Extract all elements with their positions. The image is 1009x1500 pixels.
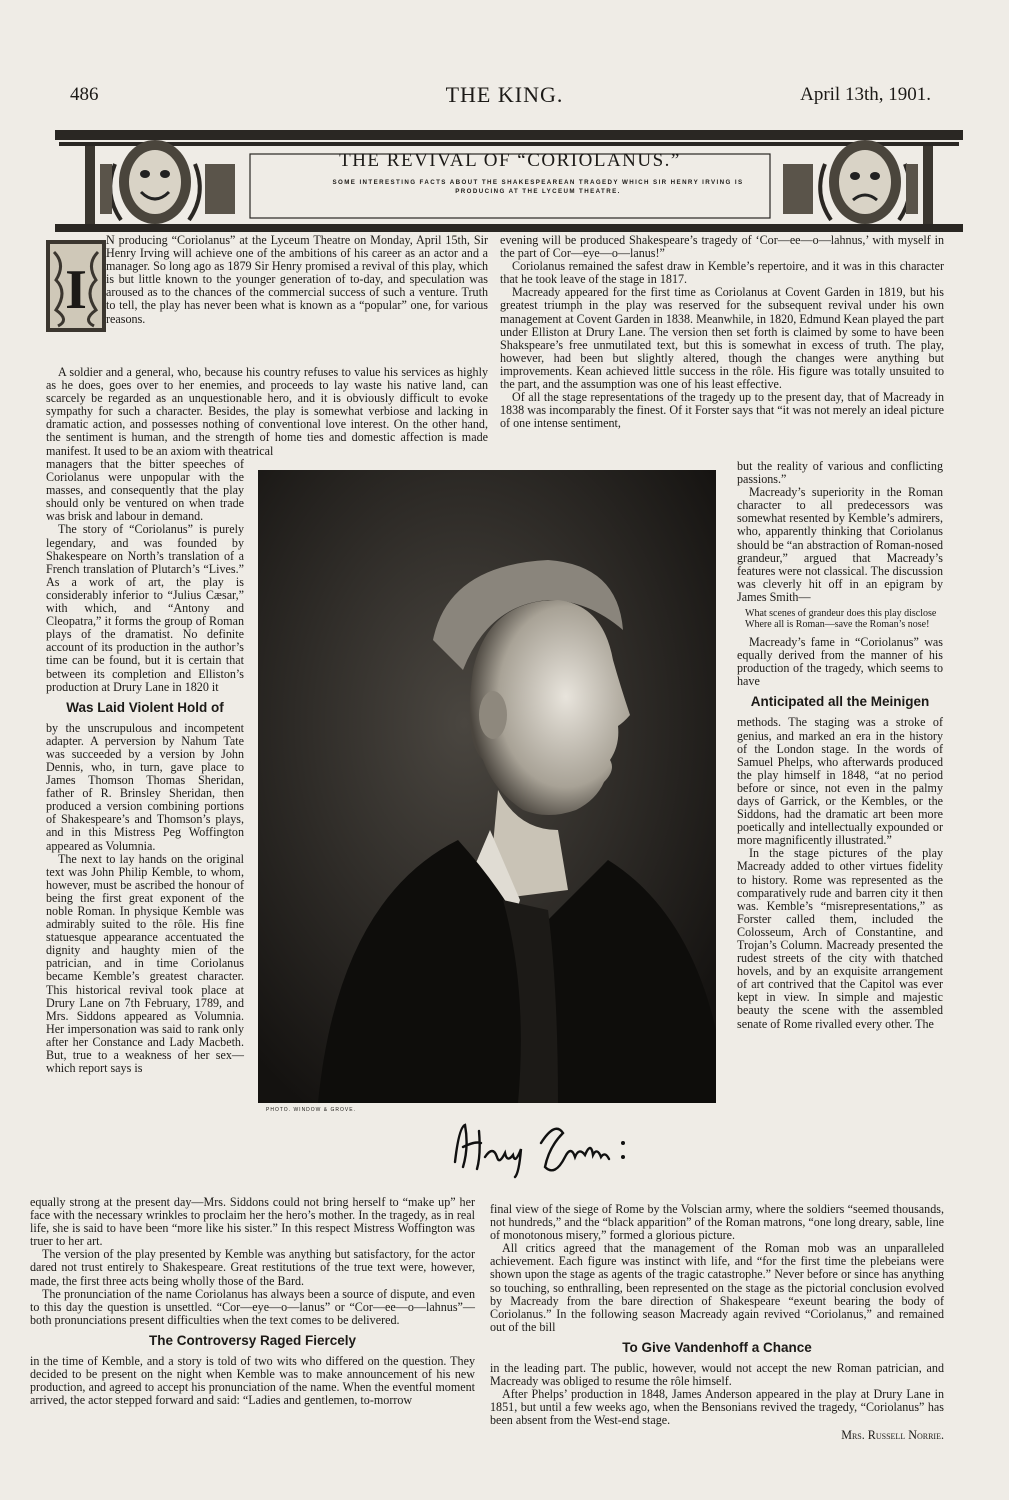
paragraph: methods. The staging was a stroke of genius, and marked an era in the history of the London stage. In the words of Samuel Phelps, who afterwards produced the play himself in 1848, “at no period before or since, not even in the palmy days of Garrick, or the Kembles, or the Siddons, had the dramatic art been more poetically and intellectually expounded or more magnificently illustrated.”: [737, 715, 943, 848]
paragraph: The version of the play presented by Kemble was anything but satisfactory, for the actor dared not trust entirely to Shakespeare. Great restitutions of the true text were, however, made, the first three acts being wholly those of the Bard.: [30, 1247, 475, 1288]
paragraph: by the unscrupulous and incompetent adapter. A perversion by Nahum Tate was succeeded by a version by John Dennis, who, in turn, gave place to James Thomson Thomas Sheridan, father of R. Brinsley Sheridan, then produced a version combining portions of Shakespeare’s and Thomson’s plays, and in this Mistress Peg Woffington appeared as Volumnia.: [46, 720, 244, 853]
col2-narrow: [737, 460, 943, 1031]
tragedy-mask-icon: [820, 140, 910, 224]
col1-top: [46, 366, 488, 458]
dropcap-letter: I: [65, 259, 87, 321]
article-title: THE REVIVAL OF “CORIOLANUS.”: [339, 150, 681, 171]
paragraph: Macready’s fame in “Coriolanus” was equally derived from the manner of his production of the tragedy, which seems to have: [737, 635, 943, 689]
paragraph: In the stage pictures of the play Macready added to other virtues fidelity to history. Rome was represented as the comparatively rude and barren city it then was. Kemble’s “misrepresentations,” as Forster called them, included the Colosseum, Arch of Constantine, and Trojan’s Column. Macready presented the rudest streets of the city with thatched hovels, and by an exquisite arrangement of art contrived that the Capitol was ever kept in view. In simple and majestic beauty the scene with the assembled senate of Rome rivalled every other. The: [737, 846, 943, 1031]
paragraph: Macready’s superiority in the Roman character to all predecessors was somewhat resented by Kemble’s admirers, who, apparently thinking that Coriolanus should be “an abstraction of Roman-nosed grandeur,” argued that Macready’s features were not classical. The discussion was cleverly hit off in an epigram by James Smith—: [737, 485, 943, 604]
photo-credit: PHOTO. WINDOW & GROVE.: [266, 1107, 356, 1113]
col2-bottom: [490, 1203, 944, 1443]
col1-narrow: [46, 458, 244, 1075]
paragraph: The pronunciation of the name Coriolanus has always been a source of dispute, and even to this day the question is unsettled. “Cor—eye—o—lanus” or “Cor—ee—o—lahnus”—both pronunciations present difficulties when the text comes to be delivered.: [30, 1286, 475, 1327]
section-heading: To Give Vandenhoff a Chance: [622, 1339, 812, 1355]
section-heading: Anticipated all the Meinigen: [750, 694, 930, 710]
paragraph: Macready appeared for the first time as Coriolanus at Covent Garden in 1819, but his greatest triumph in the play was reserved for the subsequent revival under his own management at Covent Garden in 1838. Meanwhile, in 1820, Edmund Kean played the part under Elliston at Drury Lane. The version then set forth is claimed by some to have been Shakspeare’s free unmutilated text, but this is somewhat in excess of truth. The play, however, had been but slightly altered, though the changes were anything but improvements. Kean achieved little success in the rôle. His figure was totally unsuited to the part, and the assumption was one of his least effective.: [500, 285, 944, 392]
paragraph: in the leading part. The public, however, would not accept the new Roman patrician, and Macready was obliged to resume the rôle himself.: [490, 1360, 944, 1389]
paragraph: equally strong at the present day—Mrs. Siddons could not bring herself to “make up” her face with the necessary wrinkles to proclaim her the hero’s mother. In the tragedy, as in real life, she is said to have been “more like his sister.” In this respect Mistress Woffington was truer to her art.: [30, 1195, 475, 1249]
section-heading: The Controversy Raged Fiercely: [148, 1332, 357, 1348]
article-subtitle: SOME INTERESTING FACTS ABOUT THE SHAKESPEAREAN TRAGEDY WHICH SIR HENRY IRVING IS PRODUCING AT THE LYCEUM THEATRE.: [332, 179, 744, 195]
paragraph: The story of “Coriolanus” is purely legendary, and was founded by Shakespeare on North’s translation of a French translation of Plutarch’s “Lives.” As a work of art, the play is considerably inferior to “Julius Cæsar,” with which, and “Antony and Cleopatra,” it forms the group of Roman plays of the dramatist. No definite account of its production in the author’s time can be found, but it is certain that between its completion and Elliston’s production at Drury Lane in 1820 it: [46, 522, 244, 694]
magazine-title: THE KING.: [445, 82, 564, 107]
paragraph: A soldier and a general, who, because his country refuses to value his services as highly as he does, goes over to her enemies, and proceeds to lay waste his native land, can scarcely be regarded as an unquestionable hero, and it is obviously difficult to evoke sympathy for such a character. Besides, the play is somewhat verbiose and lacking in dramatic action, and possesses nothing of conventional love interest. On the other hand, the sentiment is human, and the strength of home ties and domestic affection is made manifest. It used to be an axiom with theatrical: [46, 365, 488, 458]
paragraph: Of all the stage representations of the tragedy up to the present day, that of Macready in 1838 was incomparably the finest. Of it Forster says that “it was not merely an ideal picture of one intense sentiment,: [500, 390, 944, 431]
portrait-photo: [258, 470, 716, 1103]
paragraph: All critics agreed that the management of the Roman mob was an unparalleled achievement. Each figure was instinct with life, and “for the first time the plebeians were shown upon the stage as agents of the tragic catastrophe.” Never before or since has anything so touching, so enthralling, been represented on the stage as the pictorial conclusion evolved by Macready from the bare direction of Shakespeare “exeunt bearing the body of Coriolanus.” In the following season Macready again revived “Coriolanus,” and remained out of the bill: [490, 1241, 944, 1334]
col1-top-indented: [106, 234, 488, 326]
author-byline: Mrs. Russell Norrie.: [841, 1428, 944, 1443]
col2-top: [500, 234, 944, 430]
epigram-line: Where all is Roman—save the Roman’s nose!: [745, 619, 930, 631]
paragraph: managers that the bitter speeches of Coriolanus were unpopular with the masses, and consequently that the play should only be ventured on when trade was brisk and labour in demand.: [46, 457, 244, 524]
page-number: 486: [70, 84, 99, 105]
paragraph: Coriolanus remained the safest draw in Kemble’s repertoire, and it was in this character that he took leave of the stage in 1817.: [500, 259, 944, 287]
section-heading: Was Laid Violent Hold of: [66, 699, 224, 715]
comedy-mask-icon: [110, 140, 200, 224]
epigram: [745, 608, 943, 630]
paragraph: evening will be produced Shakespeare’s tragedy of ‘Cor—ee—o—lahnus,’ with myself in the part of Cor—eye—o—lanus!”: [500, 233, 944, 261]
paragraph: in the time of Kemble, and a story is told of two wits who differed on the question. They decided to be present on the night when Kemble was to make announcement of his new production, and agreed to accept his pronunciation of the name. When the eventful moment arrived, the actor stepped forward and said: “Ladies and gentlemen, to-morrow: [30, 1353, 475, 1408]
handwritten-signature: [445, 1107, 635, 1179]
paragraph: N producing “Coriolanus” at the Lyceum Theatre on Monday, April 15th, Sir Henry Irving will achieve one of the ambitions of his career as an actor and a manager. So long ago as 1879 Sir Henry promised a revival of this play, which is but little known to the younger generation of to-day, and speculation was aroused as to the chances of the commercial success of such a venture. Truth to tell, the play has never been what is known as a “popular” one, for various reasons.: [106, 233, 488, 326]
paragraph: final view of the siege of Rome by the Volscian army, where the soldiers “seemed thousands, not hundreds,” and the “black apparition” of the Roman matrons, “one long dreary, sable, line of monotonous misery,” formed a glorious picture.: [490, 1202, 944, 1243]
paragraph: The next to lay hands on the original text was John Philip Kemble, to whom, however, must be ascribed the honour of being the first great exponent of the noble Roman. In physique Kemble was admirably suited to the rôle. His fine statuesque appearance accentuated the dignity and haughty mien of the patrician, and in time Coriolanus became Kemble’s greatest character. This historical revival took place at Drury Lane on 7th February, 1789, and Mrs. Siddons appeared as Volumnia. Her impersonation was said to rank only after her Constance and Lady Macbeth. But, true to a weakness of her sex—which report says is: [46, 851, 244, 1076]
paragraph: but the reality of various and conflicting passions.”: [737, 459, 943, 487]
paragraph: After Phelps’ production in 1848, James Anderson appeared in the play at Drury Lane in 1851, but until a few weeks ago, when the Bensonians revived the tragedy, “Coriolanus” has been absent from the West-end stage.: [490, 1387, 944, 1428]
issue-date: April 13th, 1901.: [800, 84, 931, 105]
col1-bottom: [30, 1196, 475, 1407]
epigram-line: What scenes of grandeur does this play disclose: [745, 608, 937, 620]
decorative-initial-letter: [46, 240, 106, 332]
